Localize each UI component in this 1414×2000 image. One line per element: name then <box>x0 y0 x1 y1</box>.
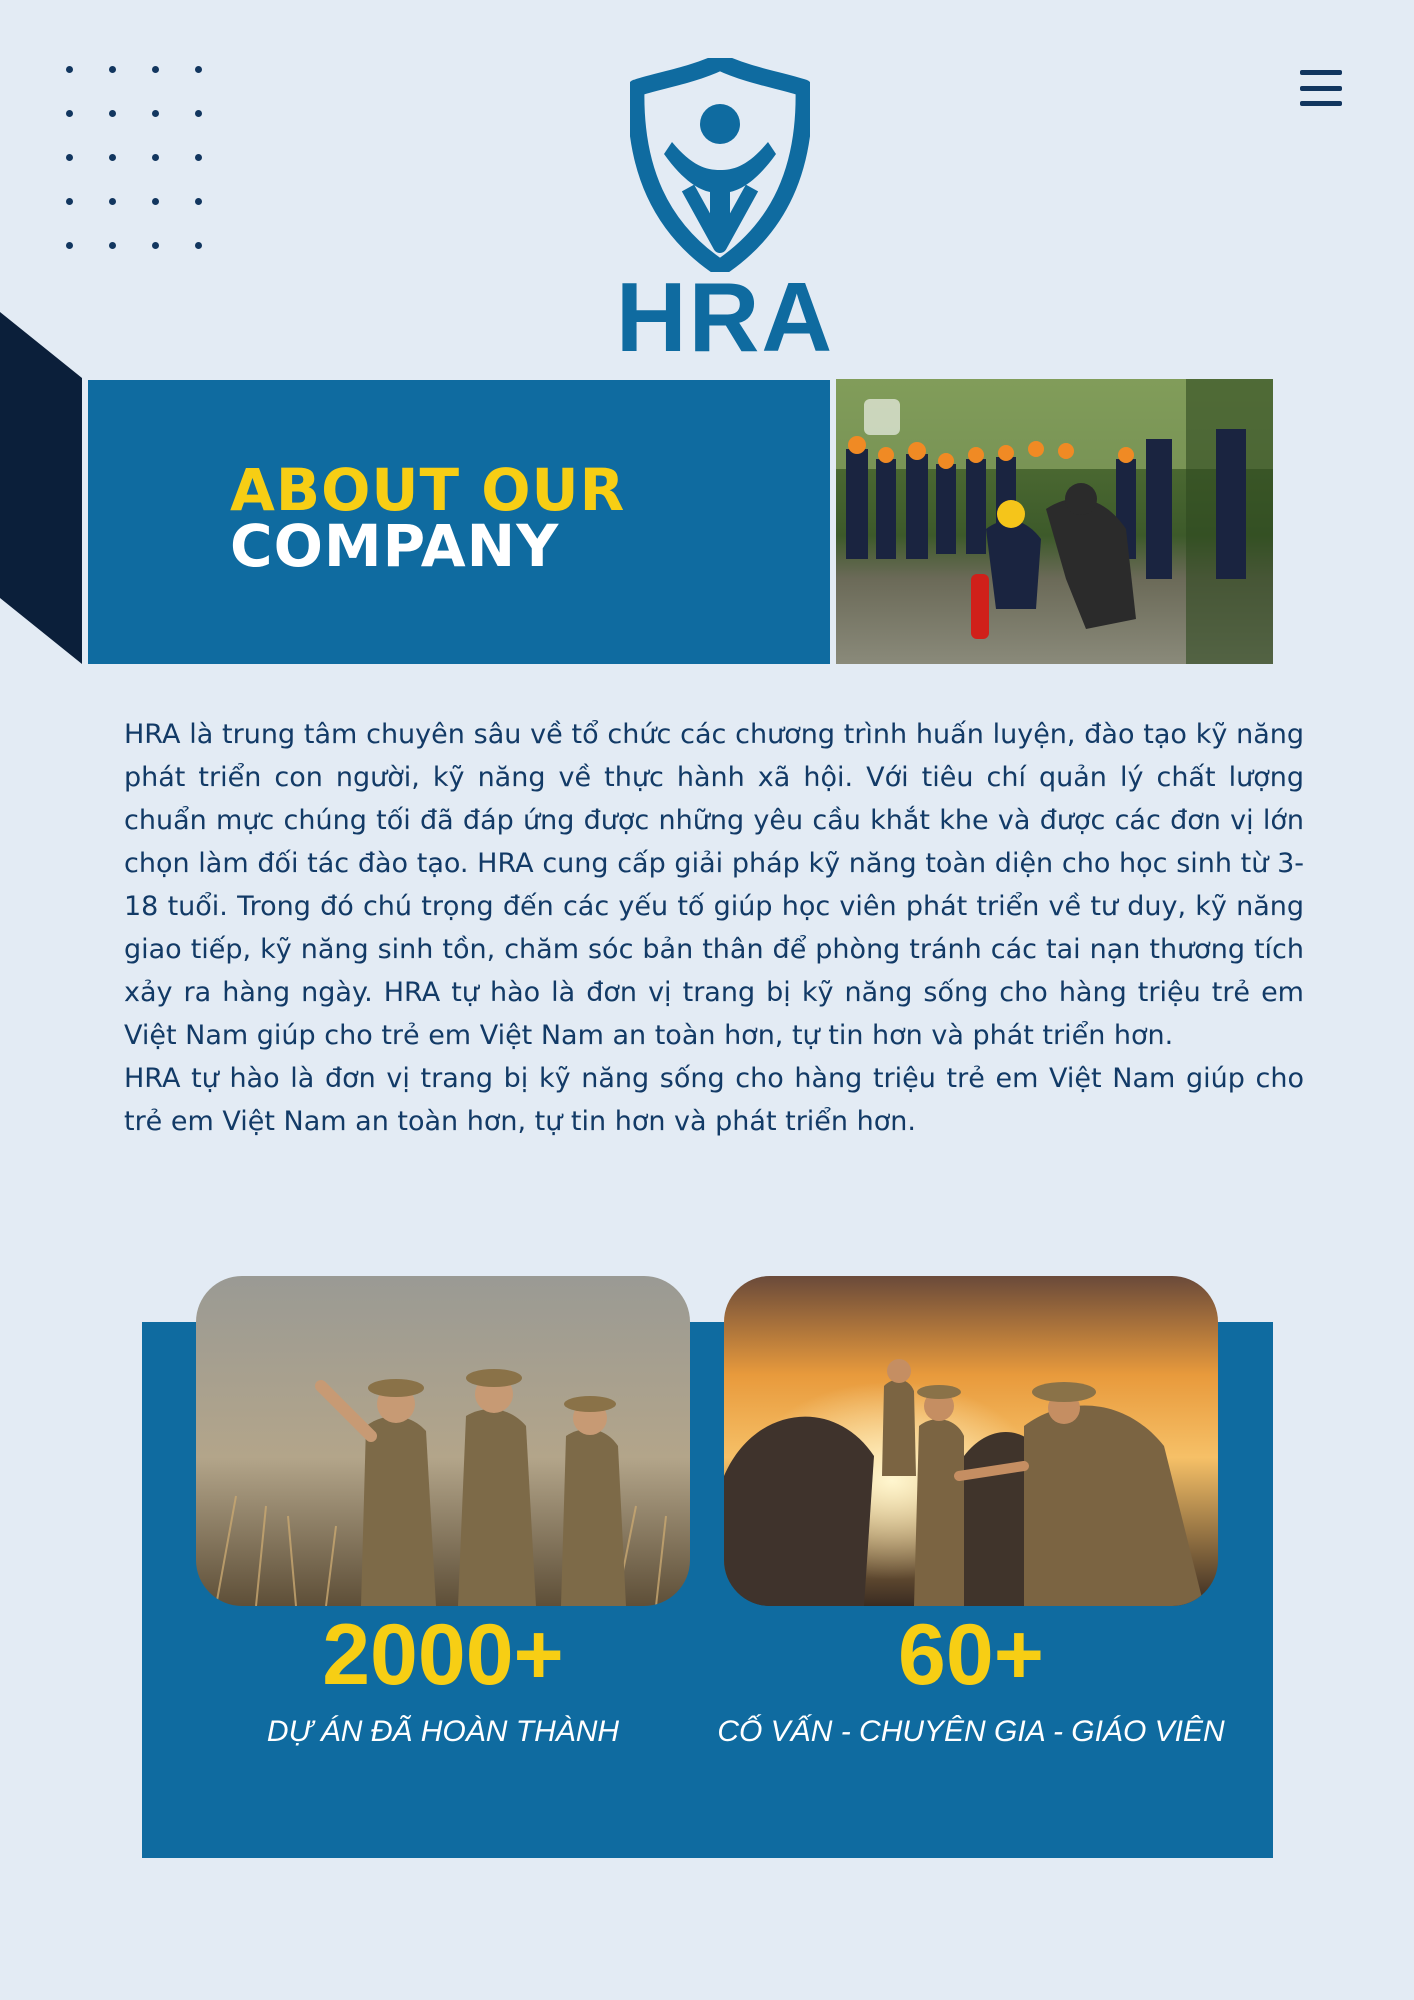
stat-projects-label: DỰ ÁN ĐÃ HOÀN THÀNH <box>266 1715 620 1748</box>
side-decoration-shape <box>0 312 82 664</box>
shield-person-icon <box>630 58 810 272</box>
dot-grid-decoration <box>66 66 216 266</box>
decoration-dot <box>152 154 159 161</box>
decoration-dot <box>195 242 202 249</box>
decoration-dot <box>66 66 73 73</box>
hiking-photo <box>724 1276 1218 1606</box>
brand-name: HRA <box>615 262 835 372</box>
stat-experts-value: 60+ <box>898 1607 1044 1703</box>
decoration-dot <box>66 110 73 117</box>
decoration-dot <box>195 154 202 161</box>
about-title-line2: COMPANY <box>230 512 560 580</box>
decoration-dot <box>152 66 159 73</box>
decoration-dot <box>109 198 116 205</box>
menu-bar <box>1300 70 1342 75</box>
decoration-dot <box>109 154 116 161</box>
decoration-dot <box>152 242 159 249</box>
about-banner <box>88 380 830 664</box>
company-description <box>124 713 1304 1143</box>
decoration-dot <box>195 198 202 205</box>
decoration-dot <box>109 242 116 249</box>
decoration-dot <box>66 198 73 205</box>
decoration-dot <box>195 110 202 117</box>
about-title-line1: ABOUT OUR <box>230 456 626 524</box>
decoration-dot <box>152 110 159 117</box>
decoration-dot <box>109 66 116 73</box>
menu-bar <box>1300 86 1342 91</box>
stat-experts-label: CỐ VẤN - CHUYÊN GIA - GIÁO VIÊN <box>717 1715 1225 1748</box>
decoration-dot <box>152 198 159 205</box>
stat-projects-value: 2000+ <box>322 1607 564 1703</box>
scouts-photo <box>196 1276 690 1606</box>
description-paragraph: HRA tự hào là đơn vị trang bị kỹ năng sống cho hàng triệu trẻ em Việt Nam giúp cho trẻ em Việt Nam an toàn hơn, tự tin hơn và phát triển hơn. <box>124 1063 1304 1137</box>
description-paragraph: HRA là trung tâm chuyên sâu về tổ chức các chương trình huấn luyện, đào tạo kỹ năng phát triển con người, kỹ năng về thực hành xã hội. Với tiêu chí quản lý chất lượng chuẩn mực chúng tối đã đáp ứng được những yêu cầu khắt khe và được các đơn vị lớn chọn làm đối tác đào tạo. HRA cung cấp giải pháp kỹ năng toàn diện cho học sinh từ 3-18 tuổi. Trong đó chú trọng đến các yếu tố giúp học viên phát triển về tư duy, kỹ năng giao tiếp, kỹ năng sinh tồn, chăm sóc bản thân để phòng tránh các tai nạn thương tích xảy ra hàng ngày. HRA tự hào là đơn vị trang bị kỹ năng sống cho hàng triệu trẻ em Việt Nam giúp cho trẻ em Việt Nam an toàn hơn, tự tin hơn và phát triển hơn. <box>124 719 1304 1051</box>
decoration-dot <box>66 242 73 249</box>
decoration-dot <box>195 66 202 73</box>
menu-bar <box>1300 101 1342 106</box>
training-photo <box>836 379 1273 664</box>
decoration-dot <box>109 110 116 117</box>
about-title <box>230 456 626 580</box>
decoration-dot <box>66 154 73 161</box>
hamburger-menu-icon[interactable] <box>1300 70 1342 106</box>
